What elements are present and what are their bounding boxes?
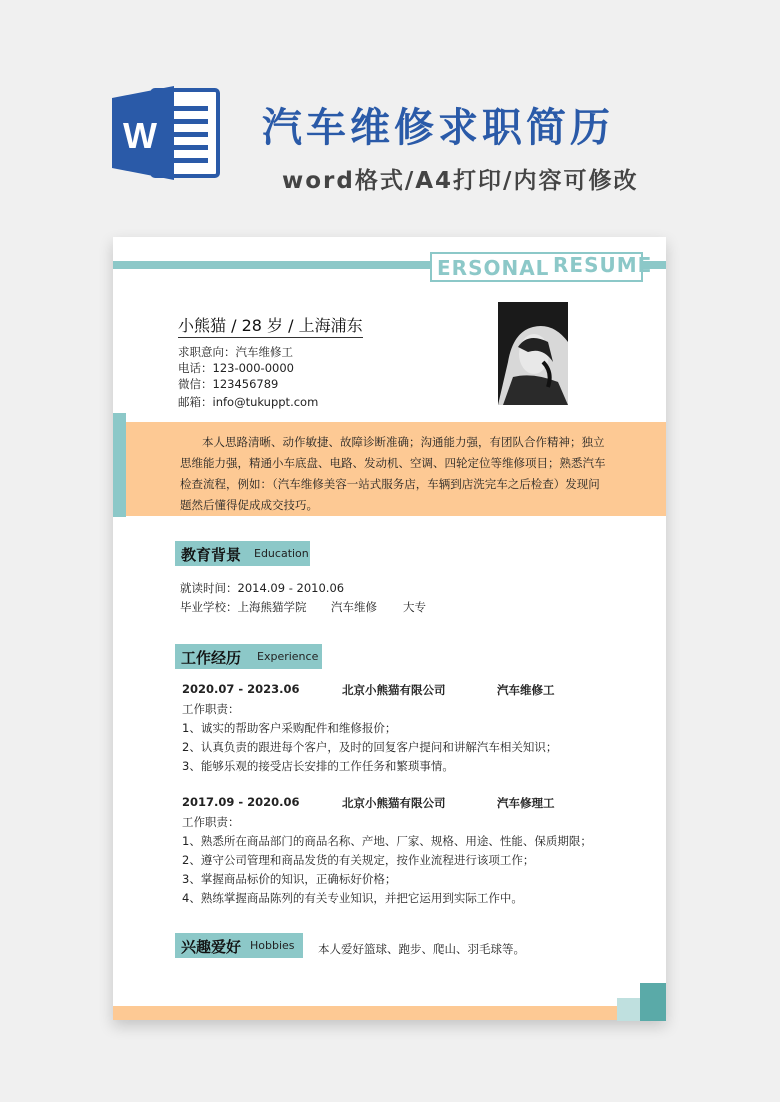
job-period: 2017.09 - 2020.06 bbox=[182, 795, 300, 809]
summary-side-accent bbox=[113, 413, 126, 517]
profile-wechat: 微信：123456789 bbox=[178, 377, 279, 391]
job-duty-label: 工作职责： bbox=[182, 815, 240, 829]
separator: / bbox=[283, 316, 299, 335]
job-duty: 3、掌握商品标价的知识，正确标好价格； bbox=[182, 872, 397, 886]
job-duty-label: 工作职责： bbox=[182, 702, 240, 716]
profile-headline bbox=[178, 313, 363, 338]
profile-email: 邮箱：info@tukuppt.com bbox=[178, 395, 319, 409]
experience-section-header bbox=[175, 644, 322, 669]
job-duty: 1、诚实的帮助客户采购配件和维修报价； bbox=[182, 721, 397, 735]
resume-title-word1: ERSONAL bbox=[437, 256, 550, 280]
hobbies-section-header bbox=[175, 933, 303, 958]
corner-accent-dark bbox=[640, 983, 666, 1021]
hobbies-title-en: Hobbies bbox=[250, 939, 295, 952]
resume-title-word2: RESUME bbox=[553, 253, 653, 277]
education-degree: 大专 bbox=[403, 600, 426, 614]
job-company: 北京小熊猫有限公司 bbox=[342, 796, 446, 810]
job-duty: 1、熟悉所在商品部门的商品名称、产地、厂家、规格、用途、性能、保质期限； bbox=[182, 834, 592, 848]
education-section-header bbox=[175, 541, 310, 566]
education-title-en: Education bbox=[254, 547, 309, 560]
education-major: 汽车维修 bbox=[331, 600, 377, 614]
profile-photo bbox=[498, 302, 568, 405]
self-summary: 本人思路清晰、动作敏捷、故障诊断准确；沟通能力强，有团队合作精神；独立思维能力强，精通小车底盘、电路、发动机、空调、四轮定位等维修项目；熟悉汽车检查流程，例如：（汽车维修美容一站式服务店，车辆到店洗完车之后检查）发现问题然后懂得促成成交技巧。 bbox=[180, 435, 606, 512]
education-title: 教育背景 bbox=[181, 546, 242, 564]
job-duty: 3、能够乐观的接受店长安排的工作任务和繁琐事情。 bbox=[182, 759, 454, 773]
svg-text:W: W bbox=[123, 115, 157, 156]
job-position: 汽车修理工 bbox=[497, 796, 555, 810]
job-period: 2020.07 - 2023.06 bbox=[182, 682, 300, 696]
profile-age: 28 岁 bbox=[241, 316, 284, 335]
bottom-accent-bar bbox=[113, 1006, 666, 1020]
profile-phone: 电话：123-000-0000 bbox=[178, 361, 294, 375]
banner-title: 汽车维修求职简历 bbox=[262, 105, 614, 151]
hobbies-text: 本人爱好篮球、跑步、爬山、羽毛球等。 bbox=[318, 942, 525, 956]
word-document-icon bbox=[110, 84, 222, 182]
hobbies-title: 兴趣爱好 bbox=[181, 938, 242, 956]
education-school: 毕业学校：上海熊猫学院 bbox=[180, 600, 307, 614]
experience-title: 工作经历 bbox=[181, 649, 242, 667]
education-period: 就读时间：2014.09 - 2010.06 bbox=[180, 581, 345, 595]
job-company: 北京小熊猫有限公司 bbox=[342, 683, 446, 697]
job-position: 汽车维修工 bbox=[497, 683, 555, 697]
profile-location: 上海浦东 bbox=[298, 316, 363, 335]
banner-subtitle: word格式/A4打印/内容可修改 bbox=[282, 168, 639, 194]
separator: / bbox=[226, 316, 242, 335]
profile-name: 小熊猫 bbox=[178, 316, 227, 335]
job-duty: 2、遵守公司管理和商品发货的有关规定，按作业流程进行该项工作； bbox=[182, 853, 535, 867]
job-duty: 2、认真负责的跟进每个客户，及时的回复客户提问和讲解汽车相关知识； bbox=[182, 740, 558, 754]
job-duty: 4、熟练掌握商品陈列的有关专业知识，并把它运用到实际工作中。 bbox=[182, 891, 523, 905]
profile-objective: 求职意向：汽车维修工 bbox=[178, 345, 293, 359]
experience-title-en: Experience bbox=[257, 650, 319, 663]
